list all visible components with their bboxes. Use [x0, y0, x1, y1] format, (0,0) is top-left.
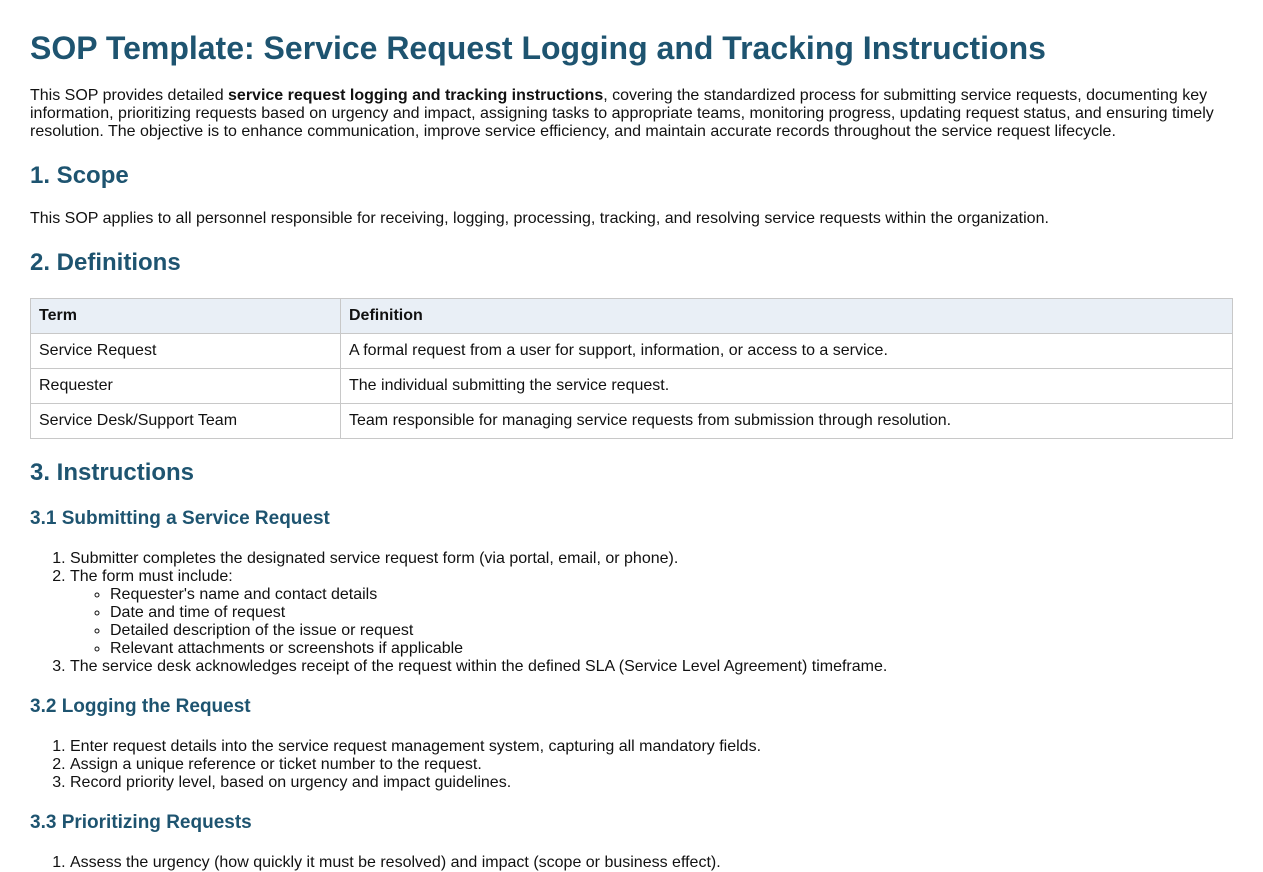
- intro-suffix: , covering the standardized process for submitting service requests, documenting key information, prioritizing requests based on urgency and impact, assigning tasks to appropriate teams, monitoring progress, updating request status, and ensuring timely resolution. The objective is to enhance communication, improve service efficiency, and maintain accurate records throughout the service request lifecycle.: [30, 87, 1214, 140]
- intro-prefix: This SOP provides detailed: [30, 87, 229, 104]
- list-item: 3. Record priority level, based on urgency and impact guidelines.: [70, 774, 1233, 792]
- intro-paragraph: [30, 87, 1226, 141]
- term-cell: Requester: [31, 369, 341, 404]
- definitions-table: [30, 298, 1233, 439]
- list-item: [70, 658, 1233, 676]
- step-text: The service desk acknowledges receipt of the request within the defined SLA (Service Level Agreement) timeframe.: [70, 658, 888, 675]
- table-row: [31, 334, 1233, 369]
- submitting-heading: 3.1 Submitting a Service Request: [30, 508, 330, 529]
- list-item: ◦ Detailed description of the issue or request: [110, 622, 1233, 640]
- logging-heading: 3.2 Logging the Request: [30, 696, 251, 717]
- step-text: The form must include:: [70, 568, 233, 585]
- list-item: ◦ Relevant attachments or screenshots if applicable: [110, 640, 1233, 658]
- step-text: Submitter completes the designated service request form (via portal, email, or phone).: [70, 550, 679, 567]
- table-row: [31, 369, 1233, 404]
- scope-heading: 1. Scope: [30, 162, 129, 189]
- term-cell: Service Request: [31, 334, 341, 369]
- definitions-heading: 2. Definitions: [30, 249, 181, 276]
- prioritizing-steps-list: [30, 854, 1233, 872]
- table-header-row: [31, 299, 1233, 334]
- column-header-definition: Definition: [341, 299, 1233, 334]
- submitting-steps-list: [30, 550, 1233, 676]
- required-fields-list: [70, 586, 1233, 658]
- column-header-term: Term: [31, 299, 341, 334]
- list-item: 1. Enter request details into the service request management system, capturing all mandatory fields.: [70, 738, 1233, 756]
- list-item: ◦ Requester's name and contact details: [110, 586, 1233, 604]
- definition-cell: The individual submitting the service request.: [341, 369, 1233, 404]
- table-row: [31, 404, 1233, 439]
- list-item: [70, 550, 1233, 568]
- instructions-heading: 3. Instructions: [30, 459, 195, 486]
- page-title: SOP Template: Service Request Logging and Tracking Instructions: [30, 30, 1046, 66]
- intro-bold-phrase: service request logging and tracking instructions: [228, 87, 604, 104]
- list-item: 2. Assign a unique reference or ticket number to the request.: [70, 756, 1233, 774]
- term-cell: Service Desk/Support Team: [31, 404, 341, 439]
- logging-steps-list: [30, 738, 1233, 792]
- list-item: ◦ Date and time of request: [110, 604, 1233, 622]
- definition-cell: A formal request from a user for support, information, or access to a service.: [341, 334, 1233, 369]
- prioritizing-heading: 3.3 Prioritizing Requests: [30, 812, 252, 833]
- scope-text: This SOP applies to all personnel responsible for receiving, logging, processing, tracking, and resolving service requests within the organization.: [30, 210, 1049, 227]
- definition-cell: Team responsible for managing service requests from submission through resolution.: [341, 404, 1233, 439]
- list-item: [70, 568, 1233, 658]
- list-item: 1. Assess the urgency (how quickly it must be resolved) and impact (scope or business effect).: [70, 854, 1233, 872]
